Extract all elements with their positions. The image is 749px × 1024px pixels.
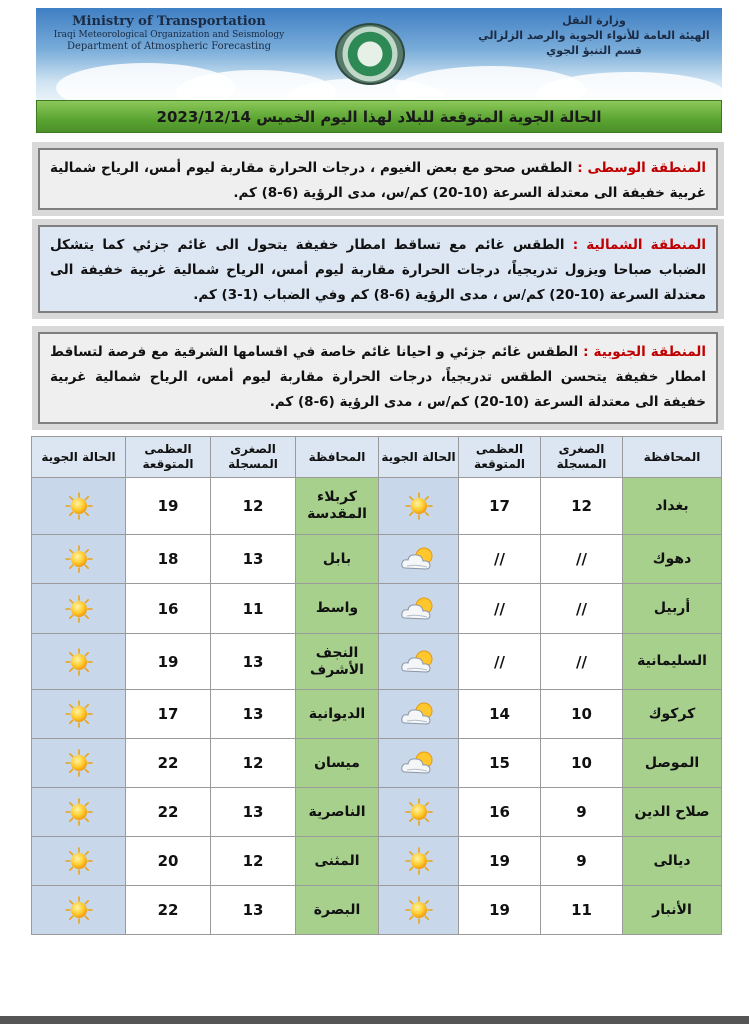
organization-name-ar: الهيئة العامة للأنواء الجوية والرصد الزلزالي — [478, 29, 710, 42]
header-governorate: المحافظة — [296, 437, 379, 478]
weather-cell — [32, 478, 126, 535]
page-bottom-edge — [0, 1016, 749, 1024]
min-temp-cell: 12 — [211, 837, 296, 886]
north-region-box — [32, 219, 724, 319]
governorate-cell: أربيل — [623, 584, 722, 634]
governorate-cell: واسط — [296, 584, 379, 634]
sun-icon — [64, 544, 94, 574]
max-temp-cell: 22 — [126, 788, 211, 837]
max-temp-cell: 17 — [459, 478, 541, 535]
region-forecast: الطقس صحو مع بعض الغيوم ، درجات الحرارة مقاربة ليوم أمس، الرياح شمالية غربية خفيفة الى معتدلة السرعة (10-20) كم/س، مدى الرؤية (6-8) كم. — [50, 160, 706, 201]
max-temp-cell: // — [459, 535, 541, 584]
north-region-text — [38, 225, 718, 313]
letterhead-banner — [36, 8, 722, 100]
weather-cell — [32, 584, 126, 634]
max-temp-cell: 19 — [459, 837, 541, 886]
max-temp-cell: 16 — [459, 788, 541, 837]
south-region-box — [32, 326, 724, 430]
max-temp-cell: // — [459, 634, 541, 690]
english-letterhead — [44, 14, 294, 52]
weather-cell — [32, 886, 126, 935]
min-temp-cell: 13 — [211, 634, 296, 690]
region-label: المنطقة الوسطى : — [577, 160, 706, 176]
header-governorate: المحافظة — [623, 437, 722, 478]
header-weather: الحالة الجوية — [379, 437, 459, 478]
max-temp-cell: 19 — [126, 478, 211, 535]
table-row — [32, 739, 722, 788]
organization-name-en: Iraqi Meteorological Organization and Seismology — [53, 30, 285, 40]
table-row — [32, 837, 722, 886]
weather-cell — [379, 886, 459, 935]
max-temp-cell: 14 — [459, 690, 541, 739]
department-name-en: Department of Atmospheric Forecasting — [66, 41, 272, 52]
weather-cell — [32, 634, 126, 690]
min-temp-cell: 13 — [211, 535, 296, 584]
forecast-table — [31, 436, 722, 935]
table-header-row — [32, 437, 722, 478]
region-forecast: الطقس غائم جزئي و احيانا غائم خاصة في اقسامها الشرقية مع فرصة لتساقط امطار خفيفة يتحسن الطقس تدريجياً، درجات الحرارة مقاربة ليوم أمس، الرياح شمالية غربية خفيفة الى معتدلة السرعة (10-20) كم/س ، مدى الرؤية (6-8) كم. — [50, 344, 706, 410]
max-temp-cell: 16 — [126, 584, 211, 634]
max-temp-cell: 22 — [126, 739, 211, 788]
min-temp-cell: 11 — [541, 886, 623, 935]
governorate-cell: المثنى — [296, 837, 379, 886]
governorate-cell: ميسان — [296, 739, 379, 788]
governorate-cell: بغداد — [623, 478, 722, 535]
region-label: المنطقة الجنوبية : — [583, 344, 707, 360]
partly-cloudy-icon — [399, 544, 439, 574]
sun-icon — [64, 846, 94, 876]
governorate-cell: الديوانية — [296, 690, 379, 739]
min-temp-cell: // — [541, 535, 623, 584]
min-temp-cell: 13 — [211, 690, 296, 739]
weather-cell — [32, 690, 126, 739]
weather-cell — [32, 837, 126, 886]
min-temp-cell: 11 — [211, 584, 296, 634]
governorate-cell: الموصل — [623, 739, 722, 788]
header-max-expected: العظمى المتوقعة — [126, 437, 211, 478]
sun-icon — [404, 797, 434, 827]
table-row — [32, 690, 722, 739]
min-temp-cell: 12 — [541, 478, 623, 535]
max-temp-cell: 18 — [126, 535, 211, 584]
min-temp-cell: 10 — [541, 739, 623, 788]
governorate-cell: ديالى — [623, 837, 722, 886]
sun-icon — [64, 895, 94, 925]
south-region-text — [38, 332, 718, 424]
governorate-cell: دهوك — [623, 535, 722, 584]
partly-cloudy-icon — [399, 647, 439, 677]
ministry-name-ar: وزارة النقل — [562, 14, 626, 27]
weather-cell — [32, 535, 126, 584]
min-temp-cell: 9 — [541, 837, 623, 886]
min-temp-cell: 9 — [541, 788, 623, 837]
max-temp-cell: 20 — [126, 837, 211, 886]
max-temp-cell: 22 — [126, 886, 211, 935]
governorate-cell: البصرة — [296, 886, 379, 935]
max-temp-cell: 19 — [459, 886, 541, 935]
governorate-cell: بابل — [296, 535, 379, 584]
weather-cell — [32, 788, 126, 837]
min-temp-cell: 12 — [211, 478, 296, 535]
governorate-cell: الأنبار — [623, 886, 722, 935]
max-temp-cell: 17 — [126, 690, 211, 739]
max-temp-cell: 15 — [459, 739, 541, 788]
governorate-cell: صلاح الدين — [623, 788, 722, 837]
max-temp-cell: 19 — [126, 634, 211, 690]
page-title: الحالة الجوية المتوقعة للبلاد لهذا اليوم الخميس 2023/12/14 — [36, 100, 722, 133]
sun-icon — [64, 491, 94, 521]
sun-icon — [64, 647, 94, 677]
min-temp-cell: 12 — [211, 739, 296, 788]
weather-cell — [379, 837, 459, 886]
arabic-letterhead — [474, 14, 714, 57]
header-min-recorded: الصغرى المسجلة — [211, 437, 296, 478]
sun-icon — [404, 491, 434, 521]
governorate-cell: السليمانية — [623, 634, 722, 690]
max-temp-cell: // — [459, 584, 541, 634]
weather-cell — [379, 584, 459, 634]
sun-icon — [64, 594, 94, 624]
table-row — [32, 478, 722, 535]
sun-icon — [404, 895, 434, 925]
sun-icon — [64, 699, 94, 729]
central-region-text — [38, 148, 718, 210]
weather-cell — [379, 690, 459, 739]
min-temp-cell: 13 — [211, 886, 296, 935]
table-row — [32, 535, 722, 584]
table-row — [32, 886, 722, 935]
sun-icon — [64, 748, 94, 778]
table-row — [32, 634, 722, 690]
weather-cell — [379, 788, 459, 837]
table-row — [32, 584, 722, 634]
partly-cloudy-icon — [399, 594, 439, 624]
header-min-recorded: الصغرى المسجلة — [541, 437, 623, 478]
governorate-cell: الناصرية — [296, 788, 379, 837]
sun-icon — [404, 846, 434, 876]
ministry-name-en: Ministry of Transportation — [72, 14, 266, 29]
partly-cloudy-icon — [399, 699, 439, 729]
table-row — [32, 788, 722, 837]
weather-cell — [379, 634, 459, 690]
governorate-cell: كركوك — [623, 690, 722, 739]
header-weather: الحالة الجوية — [32, 437, 126, 478]
weather-cell — [379, 478, 459, 535]
min-temp-cell: 13 — [211, 788, 296, 837]
region-label: المنطقة الشمالية : — [572, 237, 706, 253]
weather-cell — [379, 739, 459, 788]
organization-logo — [335, 23, 405, 85]
governorate-cell: النجف الأشرف — [296, 634, 379, 690]
sun-icon — [64, 797, 94, 827]
region-forecast: الطقس غائم مع تساقط امطار خفيفة يتحول الى غائم جزئي كما يتشكل الضباب صباحا ويزول تدريجياً، درجات الحرارة مقاربة ليوم أمس، الرياح شمالية غربية خفيفة الى معتدلة السرعة (10-20) كم/س ، مدى الرؤية (6-8) كم وفي الضباب (1-3) كم. — [50, 237, 706, 303]
header-max-expected: العظمى المتوقعة — [459, 437, 541, 478]
min-temp-cell: // — [541, 584, 623, 634]
governorate-cell: كربلاء المقدسة — [296, 478, 379, 535]
weather-cell — [32, 739, 126, 788]
department-name-ar: قسم التنبؤ الجوي — [546, 44, 642, 57]
min-temp-cell: // — [541, 634, 623, 690]
central-region-box — [32, 142, 724, 216]
weather-cell — [379, 535, 459, 584]
partly-cloudy-icon — [399, 748, 439, 778]
min-temp-cell: 10 — [541, 690, 623, 739]
